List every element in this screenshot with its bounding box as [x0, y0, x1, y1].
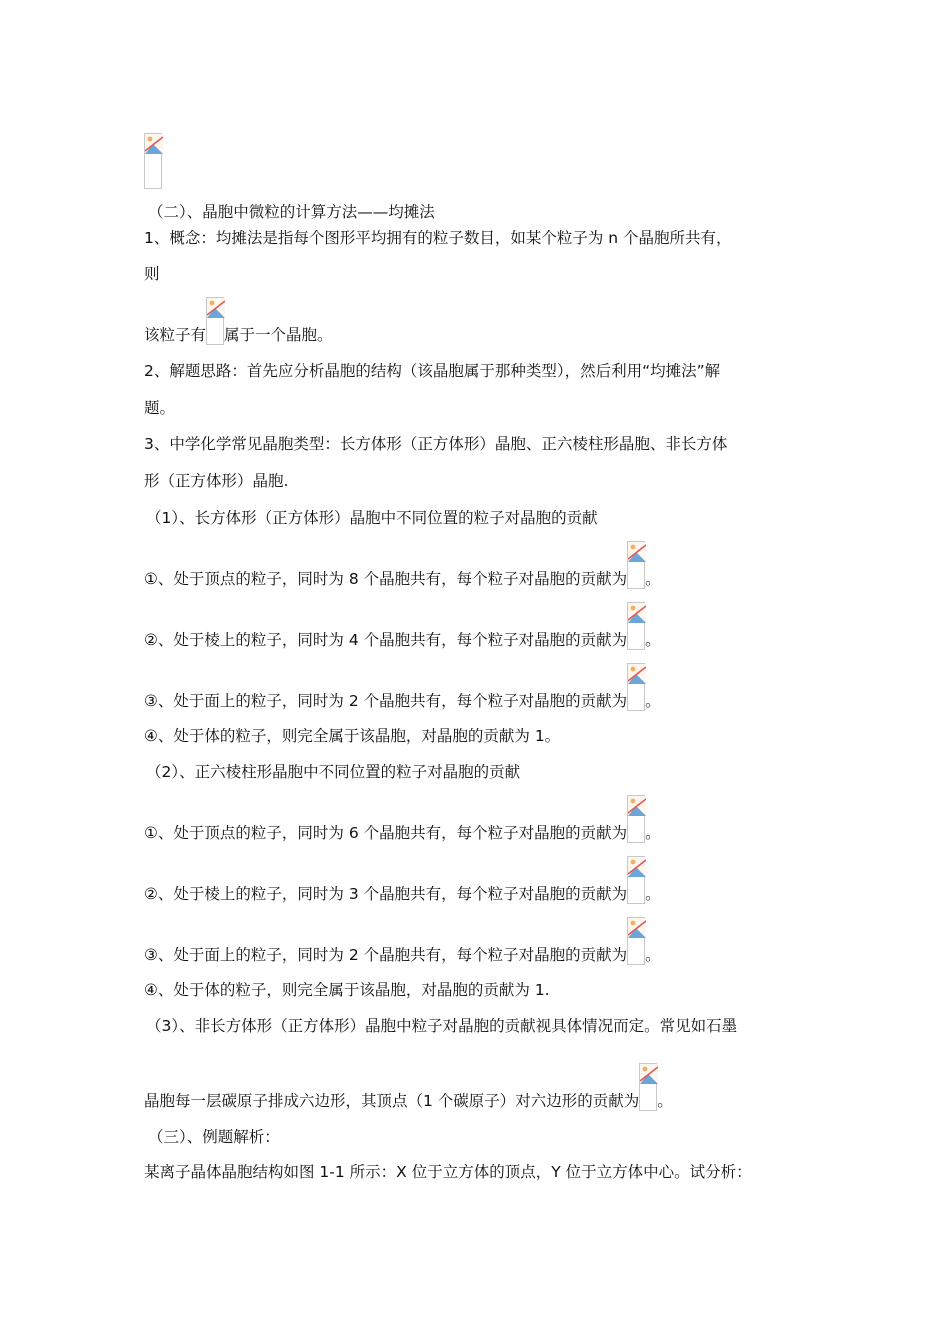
paragraph: 3、中学化学常见晶胞类型：长方体形（正方体形）晶胞、正六棱柱形晶胞、非长方体: [144, 435, 728, 453]
paragraph: [144, 297, 333, 345]
broken-image-icon: [206, 297, 224, 345]
broken-image-icon: [627, 917, 645, 965]
text: 属于一个晶胞。: [224, 326, 333, 344]
paragraph: 1、概念：均摊法是指每个图形平均拥有的粒子数目，如某个粒子为 n 个晶胞所共有，: [144, 229, 732, 247]
paragraph: 2、解题思路：首先应分析晶胞的结构（该晶胞属于那种类型），然后利用“均摊法”解: [144, 362, 721, 380]
text: ①、处于顶点的粒子，同时为 6 个晶胞共有，每个粒子对晶胞的贡献为: [144, 824, 628, 842]
text: 。: [645, 824, 661, 842]
text: 晶胞每一层碳原子排成六边形，其顶点（1 个碳原子）对六边形的贡献为: [144, 1092, 640, 1110]
broken-image-icon: [639, 1063, 657, 1111]
paragraph: 题。: [144, 399, 176, 417]
list-item: [144, 917, 661, 965]
broken-image-icon: [627, 795, 645, 843]
list-item: [144, 856, 661, 904]
subsection-title: （2）、正六棱柱形晶胞中不同位置的粒子对晶胞的贡献: [146, 763, 521, 781]
broken-image-icon: [144, 133, 162, 189]
list-item: [144, 541, 661, 589]
text: 。: [645, 692, 661, 710]
list-item: ④、处于体的粒子，则完全属于该晶胞，对晶胞的贡献为 1.: [144, 981, 550, 999]
text: 。: [645, 570, 661, 588]
broken-image-icon: [627, 856, 645, 904]
text: ③、处于面上的粒子，同时为 2 个晶胞共有，每个粒子对晶胞的贡献为: [144, 946, 628, 964]
broken-image-icon: [627, 602, 645, 650]
list-item: [144, 795, 661, 843]
list-item: [144, 663, 661, 711]
broken-image-icon: [627, 541, 645, 589]
section-title: （二）、晶胞中微粒的计算方法——均摊法: [148, 203, 435, 221]
text: ②、处于棱上的粒子，同时为 4 个晶胞共有，每个粒子对晶胞的贡献为: [144, 631, 628, 649]
paragraph: 则: [144, 265, 160, 283]
list-item: [144, 602, 661, 650]
text: 。: [645, 946, 661, 964]
text: ①、处于顶点的粒子，同时为 8 个晶胞共有，每个粒子对晶胞的贡献为: [144, 570, 628, 588]
text: 该粒子有: [144, 326, 207, 344]
text: 。: [657, 1092, 673, 1110]
paragraph: 形（正方体形）晶胞.: [144, 472, 289, 490]
text: 。: [645, 885, 661, 903]
broken-image-icon: [627, 663, 645, 711]
text: 。: [645, 631, 661, 649]
list-item: ④、处于体的粒子，则完全属于该晶胞，对晶胞的贡献为 1。: [144, 727, 561, 745]
text: ③、处于面上的粒子，同时为 2 个晶胞共有，每个粒子对晶胞的贡献为: [144, 692, 628, 710]
subsection-title: （3）、非长方体形（正方体形）晶胞中粒子对晶胞的贡献视具体情况而定。常见如石墨: [146, 1017, 738, 1035]
paragraph: [144, 1063, 673, 1111]
paragraph: 某离子晶体晶胞结构如图 1-1 所示：X 位于立方体的顶点，Y 位于立方体中心。试分析：: [144, 1163, 752, 1181]
text: ②、处于棱上的粒子，同时为 3 个晶胞共有，每个粒子对晶胞的贡献为: [144, 885, 628, 903]
section-title: （三）、例题解析：: [148, 1128, 280, 1146]
subsection-title: （1）、长方体形（正方体形）晶胞中不同位置的粒子对晶胞的贡献: [146, 509, 598, 527]
